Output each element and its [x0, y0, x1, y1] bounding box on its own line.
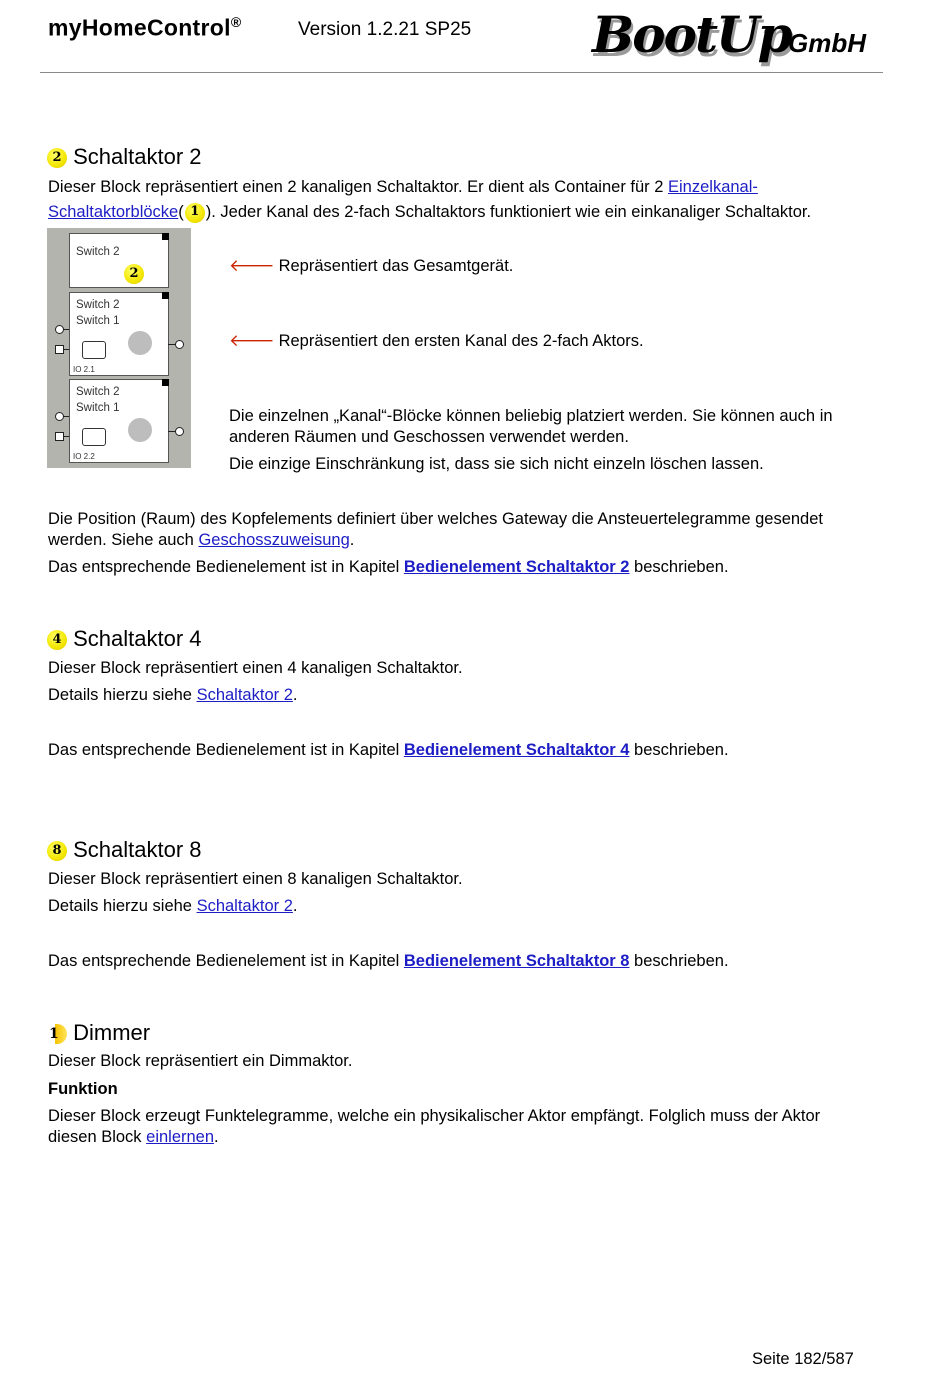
switch8-badge-icon: 8 [47, 841, 67, 861]
input-connector-square[interactable] [55, 432, 64, 441]
link-bedienelement-schaltaktor-4[interactable]: Bedienelement Schaltaktor 4 [403, 741, 630, 759]
switch-button[interactable] [82, 341, 106, 359]
io-label: IO 2.2 [73, 452, 95, 461]
registered-mark: ® [230, 14, 242, 30]
block-title: Switch 2 [76, 246, 120, 258]
period: . [292, 897, 298, 915]
dimmer-badge-number: 1 [49, 1026, 59, 1043]
corner-marker [162, 379, 169, 386]
bedienelement-text: Das entsprechende Bedienelement ist in Kapitel [48, 558, 404, 576]
output-connector[interactable] [175, 340, 184, 349]
block-kanal-1 [69, 292, 169, 376]
heading-schaltaktor-4 [47, 626, 202, 652]
section-title: Dimmer [73, 1020, 151, 1045]
period: . [214, 1128, 219, 1146]
block-title: Switch 2 [76, 386, 120, 398]
lamp-indicator [128, 418, 152, 442]
period: . [292, 686, 298, 704]
app-name: myHomeControl [48, 14, 231, 41]
corner-marker [162, 292, 169, 299]
input-connector[interactable] [55, 325, 64, 334]
details-text: Details hierzu siehe [48, 897, 197, 915]
schaltaktor2-intro [48, 175, 888, 225]
period: . [349, 531, 355, 549]
dimmer-funktion-text [48, 1106, 848, 1148]
schaltaktor2-bedienelement [48, 557, 729, 578]
corner-marker [162, 233, 169, 240]
note-text: Repräsentiert den ersten Kanal des 2-fach Aktors. [278, 332, 644, 350]
switch2-badge-icon: 2 [124, 264, 144, 284]
bedienelement-text-end: beschrieben. [629, 741, 729, 759]
details-text: Details hierzu siehe [48, 686, 197, 704]
dimmer-badge-icon [47, 1024, 67, 1044]
schaltaktor4-details [48, 685, 297, 706]
block-screenshot [47, 228, 191, 468]
position-text: Die Position (Raum) des Kopfelements definiert über welches Gateway die Ansteuertelegramme gesendet werden. Siehe auch [48, 510, 823, 549]
input-connector-square[interactable] [55, 345, 64, 354]
funktion-text: Dieser Block erzeugt Funktelegramme, welche ein physikalischer Aktor empfängt. Folglich muss der Aktor diesen Block [48, 1107, 821, 1146]
block-gesamtgeraet [69, 233, 169, 288]
intro-text-end: ). Jeder Kanal des 2-fach Schaltaktors funktioniert wie ein einkanaliger Schaltaktor. [205, 203, 812, 221]
schaltaktor4-desc: Dieser Block repräsentiert einen 4 kanaligen Schaltaktor. [48, 659, 463, 677]
link-bedienelement-schaltaktor-2[interactable]: Bedienelement Schaltaktor 2 [403, 558, 630, 576]
lamp-indicator [128, 331, 152, 355]
heading-dimmer [47, 1020, 150, 1046]
dimmer-desc: Dieser Block repräsentiert ein Dimmaktor. [48, 1052, 353, 1070]
heading-schaltaktor-8 [47, 837, 202, 863]
io-label: IO 2.1 [73, 365, 95, 374]
page-number: Seite 182/587 [752, 1350, 854, 1368]
arrow-left-icon: 🡐 [229, 256, 275, 275]
switch1-badge-icon: 1 [185, 203, 205, 223]
link-geschosszuweisung[interactable]: Geschosszuweisung [198, 531, 350, 549]
bedienelement-text: Das entsprechende Bedienelement ist in Kapitel [48, 952, 404, 970]
block-kanal-2 [69, 379, 169, 463]
link-schaltaktorbloecke[interactable]: Schaltaktorblöcke [48, 203, 179, 221]
link-bedienelement-schaltaktor-8[interactable]: Bedienelement Schaltaktor 8 [403, 952, 630, 970]
bedienelement-text-end: beschrieben. [629, 952, 729, 970]
app-title [48, 14, 241, 42]
bedienelement-text: Das entsprechende Bedienelement ist in Kapitel [48, 741, 404, 759]
link-einlernen[interactable]: einlernen [146, 1128, 215, 1146]
block-subtitle: Switch 1 [76, 402, 120, 414]
switch-button[interactable] [82, 428, 106, 446]
company-logo [592, 6, 872, 68]
schaltaktor2-position [48, 509, 848, 551]
link-schaltaktor-2[interactable]: Schaltaktor 2 [196, 686, 293, 704]
header-divider [40, 72, 883, 73]
input-connector[interactable] [55, 412, 64, 421]
bedienelement-text-end: beschrieben. [629, 558, 729, 576]
schaltaktor8-bedienelement [48, 951, 729, 972]
section-title: Schaltaktor 2 [73, 144, 202, 169]
block-title: Switch 2 [76, 299, 120, 311]
paren-open: ( [178, 203, 184, 221]
output-connector[interactable] [175, 427, 184, 436]
note-platzierung: Die einzelnen „Kanal“-Blöcke können beliebig platziert werden. Sie können auch in anderen Räumen und Geschossen verwendet werden. [229, 407, 833, 446]
note-gesamtgeraet [229, 255, 513, 277]
dimmer-funktion-heading: Funktion [48, 1080, 118, 1098]
section-title: Schaltaktor 8 [73, 837, 202, 862]
switch4-badge-icon: 4 [47, 630, 67, 650]
note-einschraenkung: Die einzige Einschränkung ist, dass sie sich nicht einzeln löschen lassen. [229, 455, 764, 473]
switch2-badge-icon: 2 [47, 148, 67, 168]
logo-wordmark: BootUp [592, 5, 791, 64]
note-erster-kanal [229, 330, 644, 352]
version-label: Version 1.2.21 SP25 [298, 19, 472, 40]
schaltaktor8-details [48, 896, 297, 917]
heading-schaltaktor-2 [47, 144, 202, 170]
logo-suffix: GmbH [788, 28, 866, 58]
link-schaltaktor-2[interactable]: Schaltaktor 2 [196, 897, 293, 915]
block-subtitle: Switch 1 [76, 315, 120, 327]
section-title: Schaltaktor 4 [73, 626, 202, 651]
intro-text: Dieser Block repräsentiert einen 2 kanaligen Schaltaktor. Er dient als Container für 2 [48, 178, 668, 196]
note-text: Repräsentiert das Gesamtgerät. [278, 257, 514, 275]
link-einzelkanal[interactable]: Einzelkanal- [668, 178, 758, 196]
schaltaktor8-desc: Dieser Block repräsentiert einen 8 kanaligen Schaltaktor. [48, 870, 463, 888]
schaltaktor4-bedienelement [48, 740, 729, 761]
arrow-left-icon: 🡐 [229, 331, 275, 350]
